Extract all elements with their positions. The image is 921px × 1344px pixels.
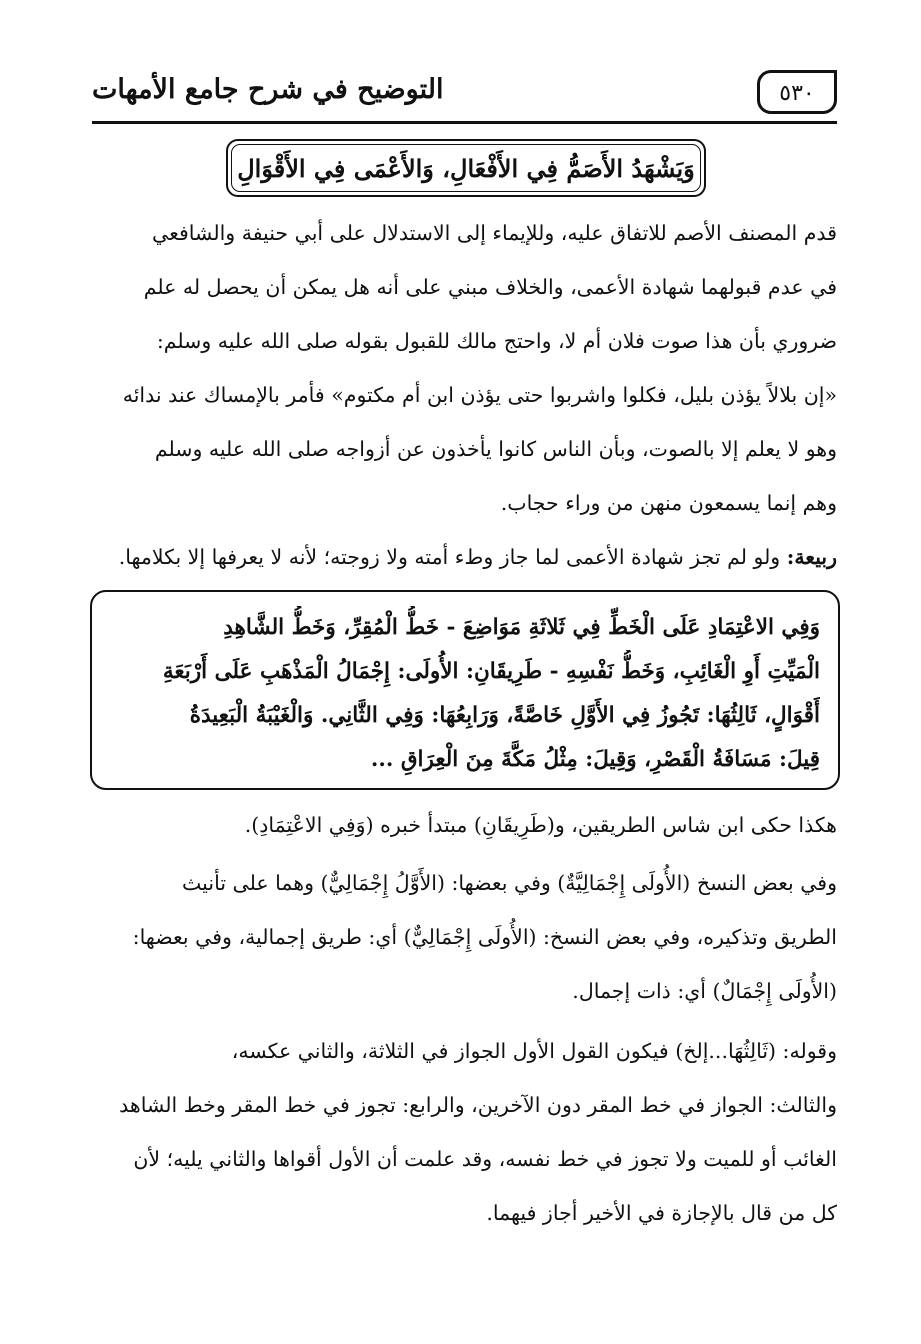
paragraph-4	[92, 1024, 837, 1240]
paragraph-line: كل من قال بالإجازة في الأخير أجاز فيهما.	[486, 1201, 837, 1225]
page-header	[92, 68, 837, 120]
matn-line: قِيلَ: مَسَافَةُ الْقَصْرِ، وَقِيلَ: مِثْلُ مَكَّةَ مِنَ الْعِرَاقِ ...	[370, 747, 820, 772]
paragraph-line: الطريق وتذكيره، وفي بعض النسخ: (الأُولَى إِجْمَالِيٌّ) أي: طريق إجمالية، وفي بعضها:	[132, 925, 837, 949]
paragraph-line: وفي بعض النسخ (الأُولَى إِجْمَالِيَّةٌ) وفي بعضها: (الأَوَّلُ إِجْمَالِيٌّ) وهما على تأنيث	[182, 871, 837, 895]
matn-line: الْمَيِّتِ أَوِ الْغَائِبِ، وَخَطُّ نَفْسِهِ - طَرِيقَانِ: الأُولَى: إِجْمَالُ الْمَذْهَبِ عَلَى أَرْبَعَةِ	[162, 659, 820, 684]
page-number: ٥٣٠	[757, 70, 837, 114]
matn-line: أَقْوَالٍ، ثَالِثُهَا: تَجُوزُ فِي الأَوَّلِ خَاصَّةً، وَرَابِعُهَا: وَفِي الثَّانِي. وَالْغَيْبَةُ الْبَعِيدَةُ	[189, 703, 820, 728]
paragraph-line	[92, 530, 837, 584]
rabia-text: ولو لم تجز شهادة الأعمى لما جاز وطء أمته ولا زوجته؛ لأنه لا يعرفها إلا بكلامها.	[118, 545, 781, 569]
book-title: التوضيح في شرح جامع الأمهات	[92, 74, 444, 105]
paragraph-1	[92, 206, 837, 530]
paragraph-line: الغائب أو للميت ولا تجوز في خط نفسه، وقد علمت أن الأول أقواها والثاني يليه؛ لأن	[133, 1147, 837, 1171]
matn-heading: وَيَشْهَدُ الأَصَمُّ فِي الأَفْعَالِ، وَالأَعْمَى فِي الأَقْوَالِ	[231, 144, 701, 192]
paragraph-line: قدم المصنف الأصم للاتفاق عليه، وللإيماء إلى الاستدلال على أبي حنيفة والشافعي	[152, 221, 837, 245]
paragraph-line: ضروري بأن هذا صوت فلان أم لا، واحتج مالك للقبول بقوله صلى الله عليه وسلم:	[156, 329, 837, 353]
paragraph-line: وهم إنما يسمعون منهن من وراء حجاب.	[500, 491, 837, 515]
paragraph-line: هكذا حكى ابن شاس الطريقين، و(طَرِيقَانِ) مبتدأ خبره (وَفِي الاعْتِمَادِ).	[244, 813, 837, 837]
rabia-paragraph	[92, 530, 837, 584]
paragraph-line: وهو لا يعلم إلا بالصوت، وبأن الناس كانوا يأخذون عن أزواجه صلى الله عليه وسلم	[154, 437, 837, 461]
paragraph-line: «إن بلالاً يؤذن بليل، فكلوا واشربوا حتى يؤذن ابن أم مكتوم» فأمر بالإمساك عند ندائه	[122, 383, 837, 407]
paragraph-line: في عدم قبولهما شهادة الأعمى، والخلاف مبني على أنه هل يمكن أن يحصل له علم	[143, 275, 837, 299]
matn-heading-box	[226, 139, 706, 197]
paragraph-line: (الأُولَى إِجْمَالٌ) أي: ذات إجمال.	[572, 979, 837, 1003]
paragraph-line: وقوله: (ثَالِثُهَا...إلخ) فيكون القول الأول الجواز في الثلاثة، والثاني عكسه،	[231, 1039, 837, 1063]
matn-block-box	[90, 590, 840, 790]
rabia-label: ربيعة:	[786, 545, 837, 569]
matn-line: وَفِي الاعْتِمَادِ عَلَى الْخَطِّ فِي ثَلاثَةِ مَوَاضِعَ - خَطُّ الْمُقِرِّ، وَخَطُّ الشَّاهِدِ	[223, 615, 820, 640]
paragraph-2	[92, 798, 837, 852]
paragraph-3	[92, 856, 837, 1018]
paragraph-line: والثالث: الجواز في خط المقر دون الآخرين، والرابع: تجوز في خط المقر وخط الشاهد	[119, 1093, 837, 1117]
header-rule	[92, 121, 837, 124]
